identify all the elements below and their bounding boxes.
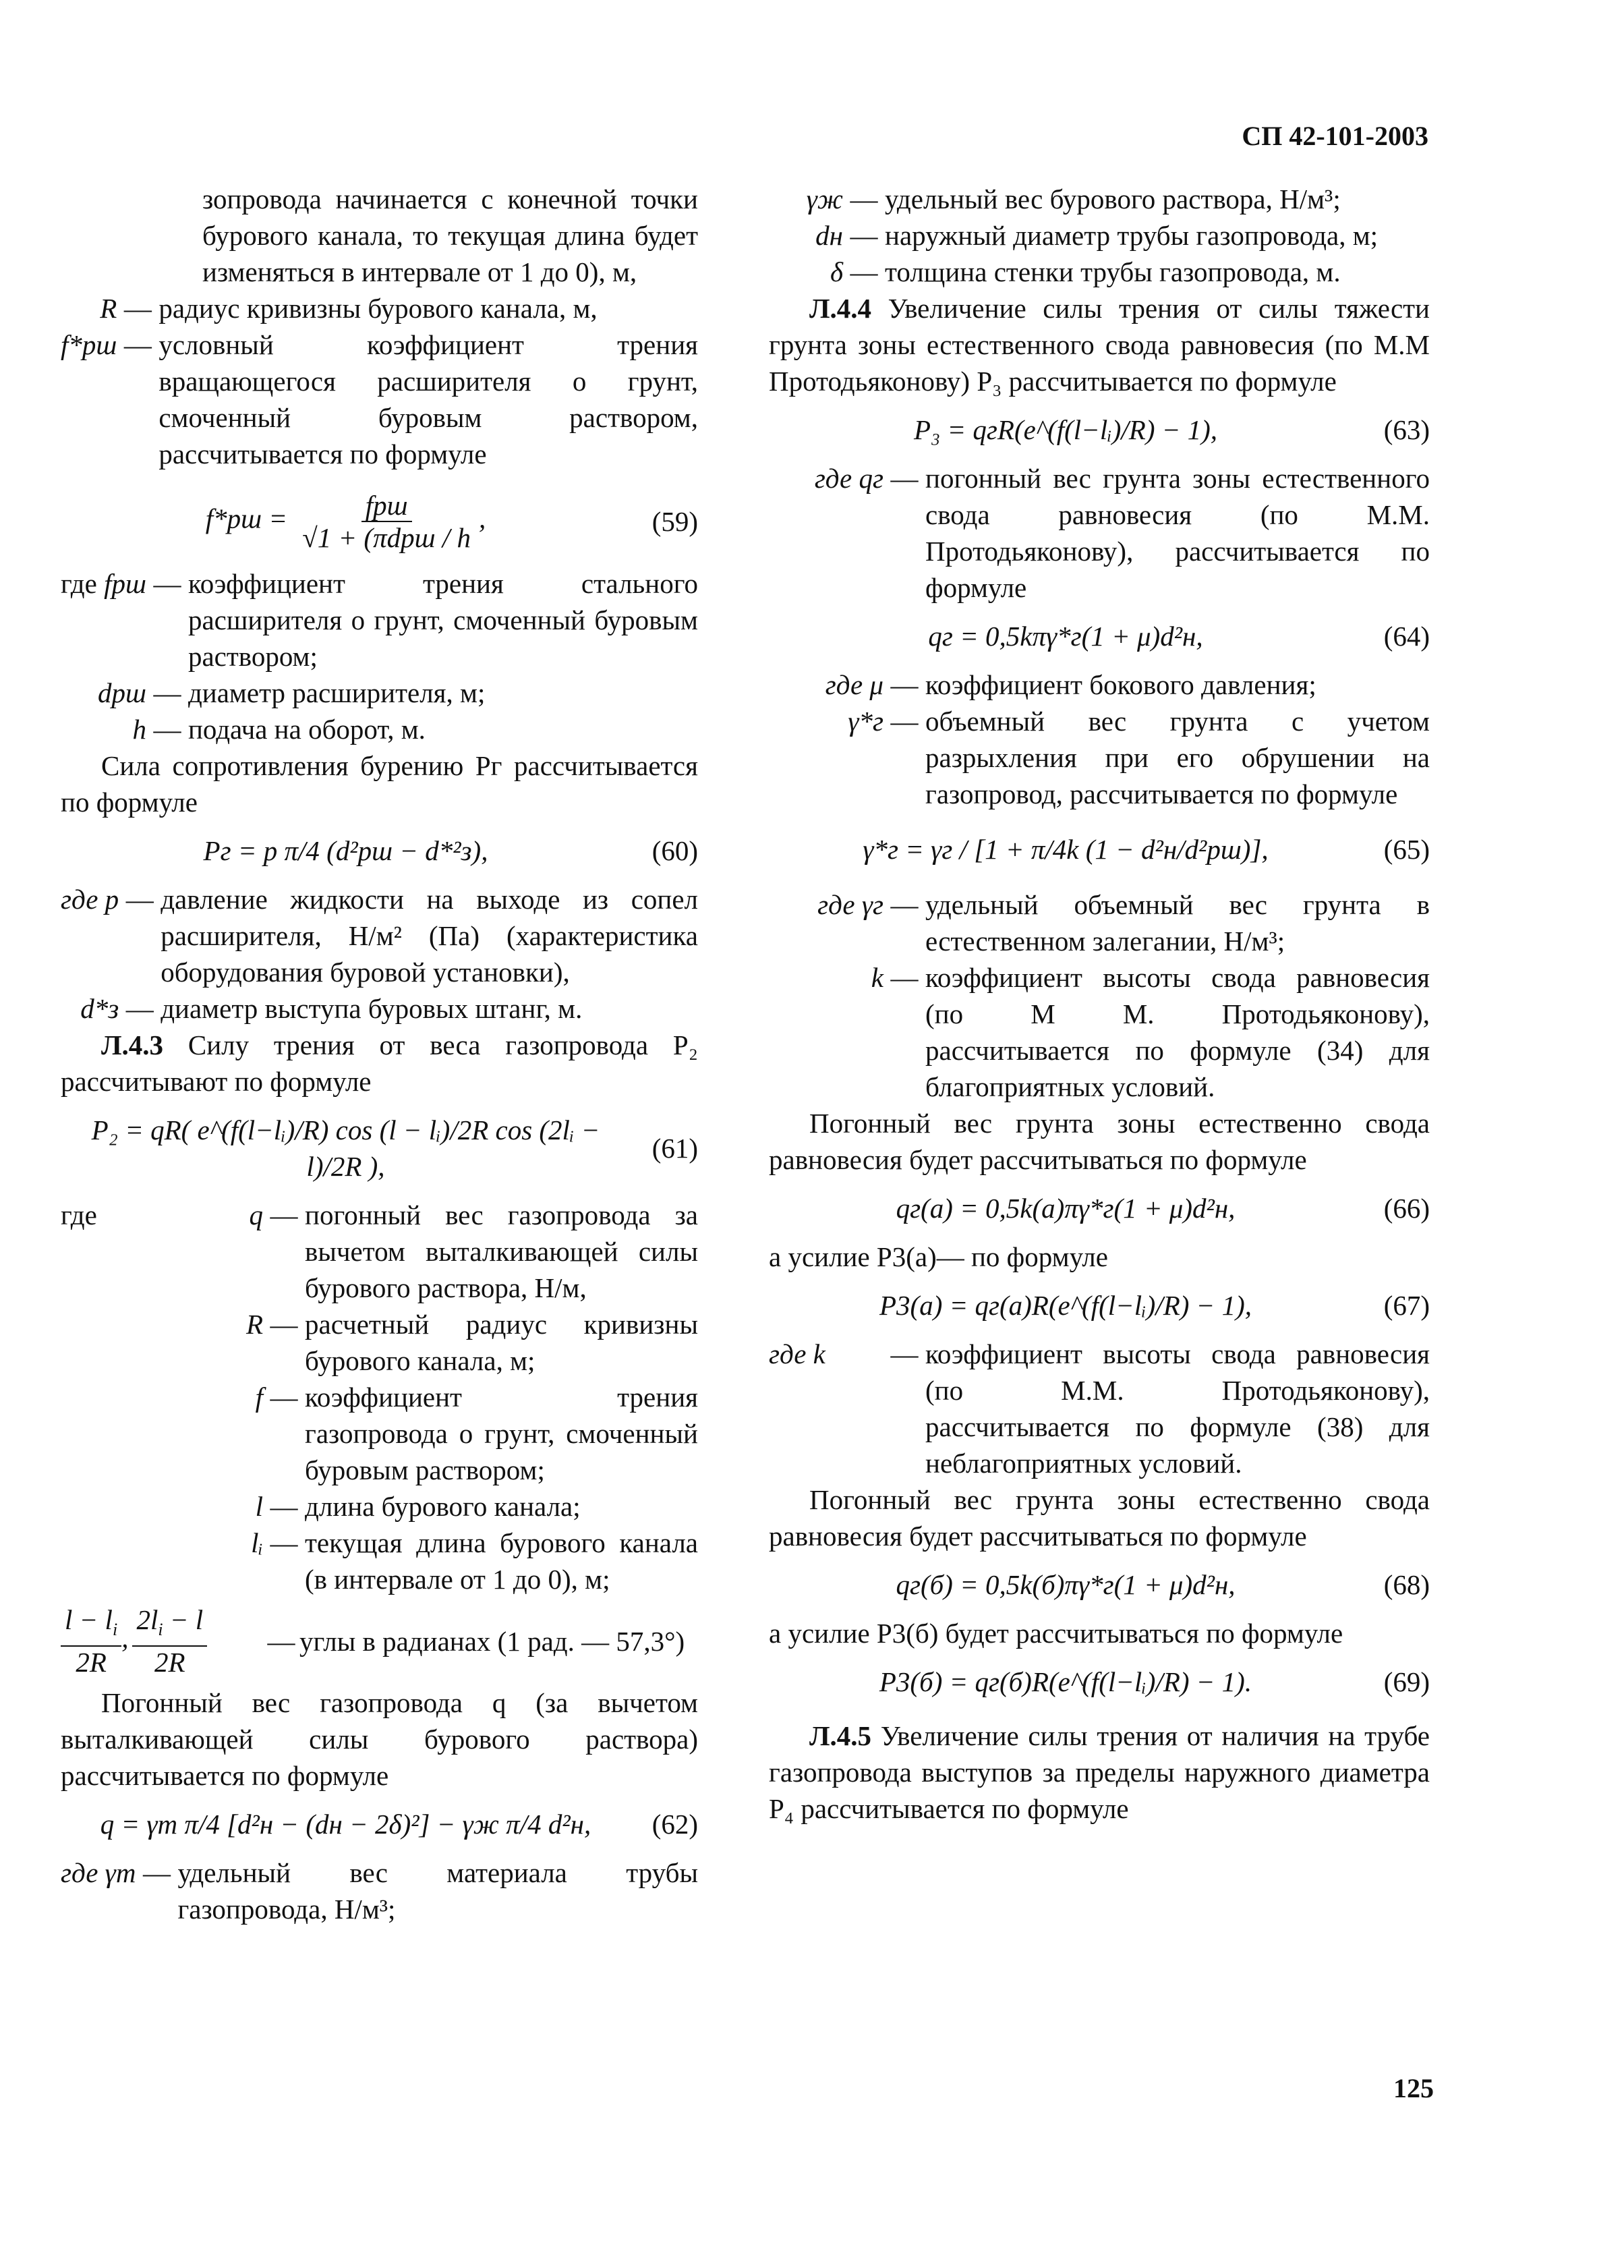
- equation-number: (61): [651, 1133, 698, 1164]
- page-number: 125: [1393, 2073, 1434, 2103]
- equation-number: (68): [1383, 1569, 1430, 1600]
- definition-text: диаметр выступа буровых штанг, м.: [161, 993, 583, 1024]
- definition-text: коэффициент высоты свода равновесия (по М М. Протодьяконову), рассчитывается по формуле (34) для благоприятных условий.: [925, 962, 1430, 1102]
- equation-fraction: [298, 490, 475, 553]
- equation-number: (65): [1383, 834, 1430, 865]
- equation-number: (69): [1383, 1666, 1430, 1697]
- definition-text: длина бурового канала;: [305, 1491, 581, 1522]
- definition-text: толщина стенки трубы газопровода, м.: [885, 256, 1341, 287]
- equation-formula: γ*г = γг / [1 + π/4k (1 − d²н/d²рш)],: [863, 834, 1269, 865]
- equation-66: [769, 1190, 1430, 1226]
- definition-symbol: δ: [830, 256, 843, 287]
- equation-formula: P3(а) = qг(а)R(e^(f(l−lᵢ)/R) − 1),: [879, 1290, 1252, 1321]
- definition-symbol: f*рш: [61, 329, 117, 360]
- definition-symbol: R: [245, 1309, 263, 1340]
- equation-formula: P3(б) = qг(б)R(e^(f(l−lᵢ)/R) − 1).: [879, 1666, 1252, 1697]
- equation-formula: Pг = p π/4 (d²рш − d*²з),: [203, 835, 488, 866]
- definition-text: коэффициент бокового давления;: [925, 669, 1316, 700]
- definition-symbol: γж: [806, 183, 843, 215]
- definition-text: подача на оборот, м.: [187, 714, 426, 745]
- equation-62: [61, 1806, 698, 1842]
- intro-paragraph: зопровода начинается с конечной точки бурового канала, то текущая длина будет изменяться в интервале от 1 до 0), м,: [202, 183, 698, 287]
- equation-formula: qг(б) = 0,5k(б)πγ*г(1 + μ)d²н,: [896, 1569, 1236, 1600]
- definition-symbol: k: [871, 962, 883, 993]
- definition-symbol: γ*г: [848, 706, 883, 737]
- section-number: Л.4.5: [809, 1720, 872, 1751]
- definition-text: удельный вес бурового раствора, Н/м³;: [885, 183, 1341, 215]
- definition-symbol: где γг: [817, 889, 883, 920]
- left-column: [61, 181, 698, 1927]
- definition-symbol: где γт: [61, 1857, 136, 1889]
- definition-symbol: dн: [815, 220, 843, 251]
- definition-text: наружный диаметр трубы газопровода, м;: [885, 220, 1379, 251]
- section-l44: Л.4.4 Увеличение силы трения от силы тяжести грунта зоны естественного свода равновесия (по М.М Протодьяконову) P₃ рассчитывается по формуле: [769, 293, 1430, 397]
- equation-number: (62): [651, 1809, 698, 1840]
- angles-text: углы в радианах (1 рад. — 57,3°): [299, 1625, 685, 1657]
- equation-number: (64): [1383, 621, 1430, 652]
- equation-67: [769, 1287, 1430, 1324]
- paragraph-force-b: а усилие P3(б) будет рассчитываться по формуле: [769, 1618, 1343, 1649]
- section-number: Л.4.4: [809, 293, 872, 324]
- equation-68: [769, 1566, 1430, 1603]
- equation-64: [769, 618, 1430, 654]
- definition-symbol: lᵢ: [251, 1527, 263, 1558]
- definition-text: коэффициент трения стального расширителя о грунт, смоченный буровым раствором;: [187, 568, 698, 672]
- paragraph-pipe-weight: Погонный вес газопровода q (за вычетом выталкивающей силы бурового раствора) рассчитывается по формуле: [61, 1687, 698, 1792]
- equation-formula: q = γт π/4 [d²н − (dн − 2δ)²] − γж π/4 d²н,: [100, 1809, 591, 1840]
- equation-number: (60): [651, 835, 698, 866]
- definition-symbol: f: [255, 1382, 263, 1413]
- definitions-block-60: где p — давление жидкости на выходе из сопел расширителя, Н/м² (Па) (характеристика оборудования буровой установки), d*з — диаметр выступа буровых штанг, м.: [61, 881, 698, 1027]
- definition-text: объемный вес грунта с учетом разрыхления при его обрушении на газопровод, рассчитывается по формуле: [925, 706, 1430, 810]
- equation-number: (63): [1383, 414, 1430, 445]
- definition-symbol: l: [255, 1491, 263, 1522]
- definition-text: погонный вес газопровода за вычетом выталкивающей силы бурового раствора, Н/м,: [305, 1199, 698, 1303]
- definition-text: условный коэффициент трения вращающегося расширителя о грунт, смоченный буровым раствором, рассчитывается по формуле: [158, 329, 698, 470]
- angle-fractions: $\frac{l - l_i}{2R}$ , $\frac{2l_i - l}{2R}$: [61, 1604, 263, 1678]
- definition-symbol: d*з: [80, 993, 119, 1024]
- section-l43: Л.4.3 Силу трения от веса газопровода P₂ рассчитывают по формуле: [61, 1029, 698, 1097]
- equation-formula: P₃ = qгR(e^(f(l−lᵢ)/R) − 1),: [913, 414, 1218, 445]
- equation-number: (59): [651, 506, 698, 537]
- equation-60: [61, 832, 698, 869]
- equation-61: [61, 1112, 698, 1185]
- definition-text: коэффициент высоты свода равновесия (по М.М. Протодьяконову), рассчитывается по формуле (38) для неблагоприятных условий.: [925, 1338, 1430, 1479]
- definitions-block-1: R — радиус кривизны бурового канала, м, f*рш — условный коэффициент трения вращающегося расширителя о грунт, смоченный буровым раствором, рассчитывается по формуле: [61, 290, 698, 472]
- equation-number: (67): [1383, 1290, 1430, 1321]
- definition-symbol: h: [132, 714, 146, 745]
- definition-symbol: где qг: [814, 463, 883, 494]
- document-code: СП 42-101-2003: [1242, 121, 1428, 151]
- equation-formula: qг(а) = 0,5k(а)πγ*г(1 + μ)d²н,: [896, 1193, 1236, 1224]
- definition-symbol: где k: [769, 1338, 825, 1369]
- definition-text: диаметр расширителя, м;: [187, 677, 486, 708]
- definitions-block-59: где fрш — коэффициент трения стального расширителя о грунт, смоченный буровым раствором; dрш — диаметр расширителя, м; h — подача на оборот, м.: [61, 565, 698, 747]
- definitions-block-67: где k — коэффициент высоты свода равновесия (по М.М. Протодьяконову), рассчитывается по формуле (38) для неблагоприятных условий.: [769, 1336, 1430, 1481]
- definitions-block-64: где μ — коэффициент бокового давления; γ*г — объемный вес грунта с учетом разрыхления при его обрушении на газопровод, рассчитывается по формуле: [769, 667, 1430, 812]
- equation-formula: P₂ = qR( e^(f(l−lᵢ)/R) cos (l − lᵢ)/2R cos (2lᵢ − l)/2R ),: [91, 1114, 600, 1182]
- paragraph-force-a: а усилие P3(а)— по формуле: [769, 1241, 1108, 1272]
- equation-63: [769, 412, 1430, 448]
- definition-text: погонный вес грунта зоны естественного свода равновесия (по М.М. Протодьяконову), рассчитывается по формуле: [925, 463, 1430, 603]
- equation-65: [769, 831, 1430, 868]
- definitions-block-63: где qг — погонный вес грунта зоны естественного свода равновесия (по М.М. Протодьяконову), рассчитывается по формуле: [769, 460, 1430, 606]
- fraction-numerator: fрш: [361, 490, 412, 522]
- definitions-block-62: где γт — удельный вес материала трубы газопровода, Н/м³;: [61, 1854, 698, 1927]
- right-column: [769, 181, 1430, 1827]
- definition-text: коэффициент трения газопровода о грунт, смоченный буровым раствором;: [305, 1382, 698, 1485]
- paragraph-drilling-resistance: Сила сопротивления бурению Pг рассчитывается по формуле: [61, 750, 698, 818]
- definition-text: удельный объемный вес грунта в естественном залегании, Н/м³;: [925, 889, 1430, 957]
- equation-59: f*рш = $\frac{\text{fрш}}{\text{√1 + (πdрш / h}}$ , (59): [205, 490, 698, 553]
- definition-symbol: где fрш: [61, 568, 146, 599]
- definition-symbol: R: [100, 293, 117, 324]
- section-number: Л.4.3: [101, 1029, 164, 1060]
- definition-text: расчетный радиус кривизны бурового канала, м;: [305, 1309, 698, 1376]
- definitions-block-62b: γж — удельный вес бурового раствора, Н/м³; dн — наружный диаметр трубы газопровода, м; δ — толщина стенки трубы газопровода, м.: [769, 181, 1430, 290]
- definition-text: текущая длина бурового канала (в интервале от 1 до 0), м;: [305, 1527, 698, 1595]
- section-l45: Л.4.5 Увеличение силы трения от наличия на трубе газопровода выступов за пределы наружного диаметра P₄ рассчитывается по формуле: [769, 1720, 1430, 1824]
- equation-lhs: f*рш =: [205, 503, 288, 534]
- definition-symbol: dрш: [97, 677, 146, 708]
- equation-69: [769, 1664, 1430, 1700]
- paragraph-soil-weight-a: Погонный вес грунта зоны естественно свода равновесия будет рассчитываться по формуле: [769, 1108, 1430, 1175]
- definition-text: удельный вес материала трубы газопровода, Н/м³;: [177, 1857, 698, 1925]
- definition-text: давление жидкости на выходе из сопел расширителя, Н/м² (Па) (характеристика оборудования буровой установки),: [161, 884, 698, 988]
- equation-number: (66): [1383, 1193, 1430, 1224]
- definitions-block-65: где γг — удельный объемный вес грунта в естественном залегании, Н/м³; k — коэффициент высоты свода равновесия (по М М. Протодьяконову), рассчитывается по формуле (34) для благоприятных условий.: [769, 886, 1430, 1105]
- fraction-denominator: √1 + (πdрш / h: [302, 522, 471, 553]
- definition-symbol: где q: [61, 1199, 263, 1230]
- paragraph-soil-weight-b: Погонный вес грунта зоны естественно свода равновесия будет рассчитываться по формуле: [769, 1484, 1430, 1552]
- definition-symbol: где μ: [825, 669, 883, 700]
- definition-text: радиус кривизны бурового канала, м,: [158, 293, 598, 324]
- definition-symbol: где p: [61, 884, 119, 915]
- angles-definition: $\frac{l - l_i}{2R}$ , $\frac{2l_i - l}{2R}$ — углы в радианах (1 рад. — 57,3°): [61, 1604, 698, 1678]
- equation-formula: qг = 0,5kπγ*г(1 + μ)d²н,: [928, 621, 1203, 652]
- definitions-block-61: где q — погонный вес газопровода за вычетом выталкивающей силы бурового раствора, Н/м, R — расчетный радиус кривизны бурового канала, м; f — коэффициент трения газопровода о грунт, смоченный буровым раствором; l — длина бурового канала; lᵢ — текущая длина бурового канала (в интервале от 1 до 0), м;: [61, 1197, 698, 1597]
